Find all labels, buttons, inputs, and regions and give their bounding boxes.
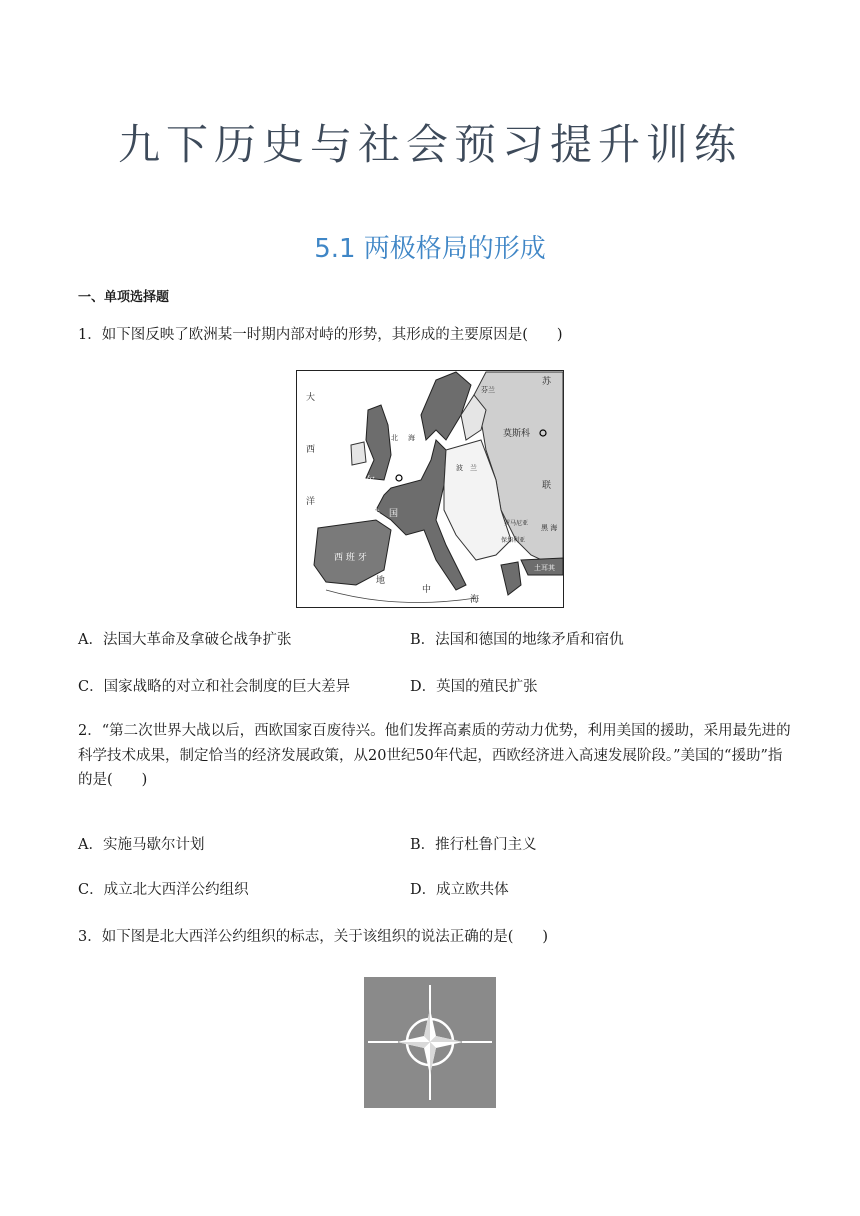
map-label: 地 [376, 576, 386, 586]
map-label: 罗马尼亚 [504, 520, 529, 527]
map-label: 西 班 牙 [334, 553, 367, 563]
document-title: 九下历史与社会预习提升训练 [117, 120, 742, 169]
map-label: 波 兰 [456, 464, 477, 472]
map-label: 保加利亚 [501, 537, 526, 544]
lesson-title: 5.1 两极格局的形成 [314, 234, 546, 264]
map-label: 法 国 [371, 509, 399, 519]
map-label: 苏 [542, 377, 552, 387]
europe-cold-war-map [296, 370, 564, 608]
question-2-option-b: B．推行杜鲁门主义 [410, 837, 537, 853]
question-2-option-a: A．实施马歇尔计划 [78, 837, 205, 853]
map-label: 西 [306, 445, 316, 455]
map-label: 大 [306, 393, 316, 403]
question-2-option-c: C．成立北大西洋公约组织 [78, 882, 249, 898]
map-label: 中 [422, 585, 432, 595]
question-1-stem: 1．如下图反映了欧洲某一时期内部对峙的形势，其形成的主要原因是( ) [78, 327, 563, 343]
section-heading: 一、单项选择题 [78, 290, 170, 305]
question-3-stem: 3．如下图是北大西洋公约组织的标志，关于该组织的说法正确的是( ) [78, 929, 549, 945]
map-label: 土耳其 [534, 564, 555, 572]
map-label: 芬兰 [481, 386, 495, 394]
question-1-option-b: B．法国和德国的地缘矛盾和宿仇 [410, 632, 624, 648]
map-label: 北 [391, 434, 398, 442]
map-label: 联 [542, 481, 552, 491]
map-label: 莫斯科 [503, 429, 531, 439]
map-label: 海 [408, 434, 415, 442]
question-1-option-a: A．法国大革命及拿破仑战争扩张 [78, 632, 292, 648]
question-1-option-d: D．英国的殖民扩张 [410, 679, 538, 695]
map-label: 黑 海 [541, 524, 558, 532]
map-label: 洋 [306, 497, 316, 507]
map-label: 海 [470, 595, 480, 605]
question-2-option-d: D．成立欧共体 [410, 882, 509, 898]
question-2-stem: 2．“第二次世界大战以后，西欧国家百废待兴。他们发挥高素质的劳动力优势，利用美国的援助，采用最先进的科学技术成果，制定恰当的经济发展政策，从20世纪50年代起，西欧经济进入高速发展阶段。”美国的“援助”指的是( ) [78, 723, 791, 788]
nato-emblem-icon [364, 977, 496, 1108]
question-1-option-c: C．国家战略的对立和社会制度的巨大差异 [78, 679, 351, 695]
map-label: 布鲁塞尔 [339, 476, 376, 486]
